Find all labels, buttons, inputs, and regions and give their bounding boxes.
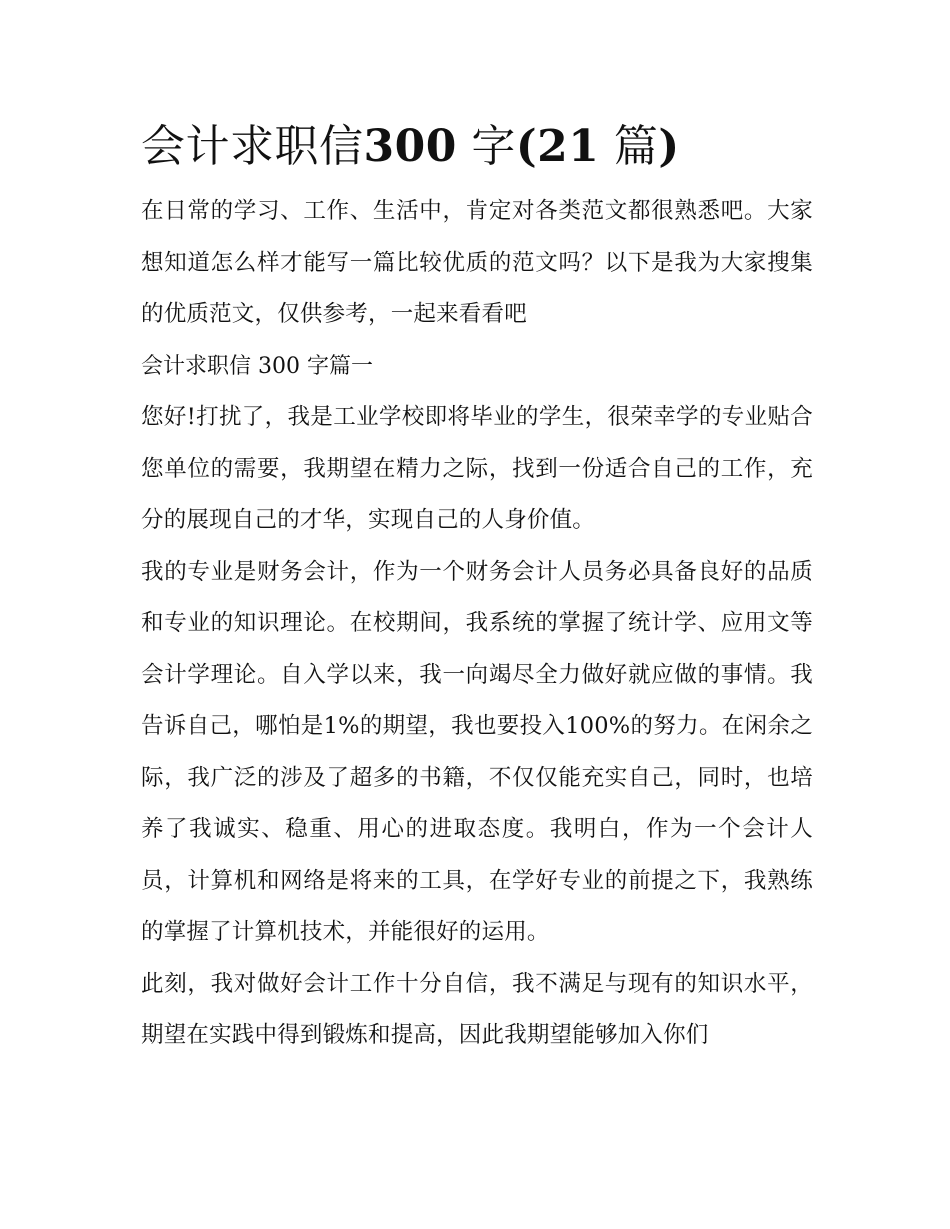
body-paragraph-3: 此刻，我对做好会计工作十分自信，我不满足与现有的知识水平，期望在实践中得到锻炼和提高，因此我期望能够加入你们	[141, 970, 813, 1048]
document-content	[141, 114, 813, 1062]
document-title	[141, 114, 813, 180]
section-heading: 会计求职信 300 字篇一	[141, 353, 373, 379]
body-paragraph-2: 我的专业是财务会计，作为一个财务会计人员务必具备良好的品质和专业的知识理论。在校期间，我系统的掌握了统计学、应用文等会计学理论。自入学以来，我一向竭尽全力做好就应做的事情。我告诉自己，哪怕是1%的期望，我也要投入100%的努力。在闲余之际，我广泛的涉及了超多的书籍，不仅仅能充实自己，同时，也培养了我诚实、稳重、用心的进取态度。我明白，作为一个会计人员，计算机和网络是将来的工具，在学好专业的前提之下，我熟练的掌握了计算机技术，并能很好的运用。	[141, 558, 813, 945]
body-paragraph-1: 您好!打扰了，我是工业学校即将毕业的学生，很荣幸学的专业贴合您单位的需要，我期望在精力之际，找到一份适合自己的工作，充分的展现自己的才华，实现自己的人身价值。	[141, 404, 813, 533]
title-number-1: 300	[363, 121, 457, 172]
title-text-1: 会计求职信	[141, 121, 364, 172]
title-number-2: (21	[515, 121, 600, 172]
title-text-2: 字	[471, 121, 516, 172]
title-text-4: )	[658, 121, 680, 172]
title-text-3: 篇	[613, 121, 659, 172]
intro-paragraph: 在日常的学习、工作、生活中，肯定对各类范文都很熟悉吧。大家想知道怎么样才能写一篇比较优质的范文吗？以下是我为大家搜集的优质范文，仅供参考，一起来看看吧	[141, 198, 813, 327]
